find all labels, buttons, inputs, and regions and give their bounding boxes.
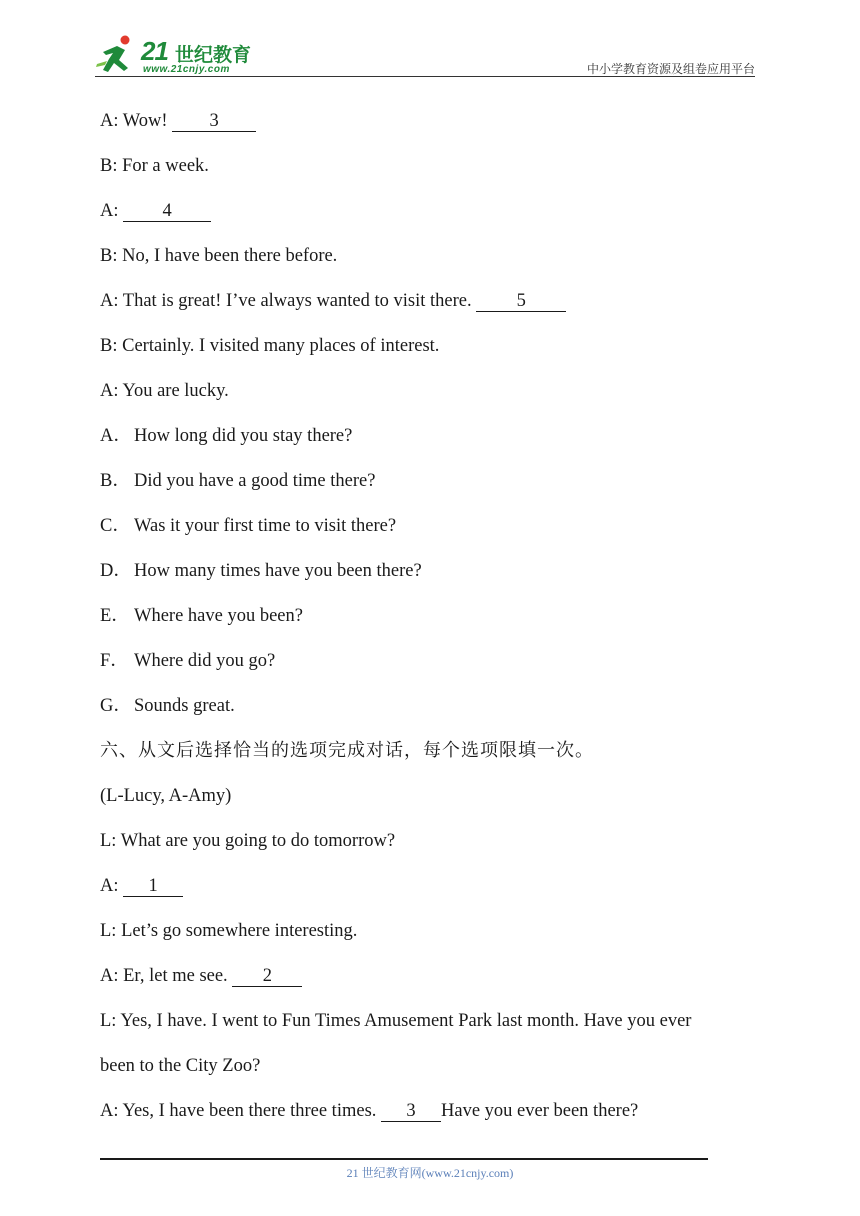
option-letter: G． [100,696,132,716]
line-text: B: Certainly. I visited many places of interest. [100,336,440,356]
line-text: A: [100,201,124,221]
dialogue-line [100,243,760,288]
answer-blank: 4 [123,201,211,222]
dialogue-line [100,108,760,153]
dialogue-line [100,1053,760,1098]
dialogue-line [100,378,760,423]
header-platform-text: 中小学教育资源及组卷应用平台 [586,62,755,76]
option-item [100,693,760,738]
document-body [100,108,760,1143]
line-text: been to the City Zoo? [100,1056,261,1076]
dialogue-line [100,153,760,198]
answer-blank: 2 [232,966,302,987]
dialogue-line [100,1008,760,1053]
answer-blank: 3 [381,1101,441,1122]
option-text: How long did you stay there? [134,426,353,446]
dialogue-line [100,198,760,243]
logo-chinese-name: 世纪教育 [175,44,252,66]
line-text: A: That is great! I’ve always wanted to visit there. [100,291,477,311]
dialogue-line [100,1098,760,1143]
line-text: L: Let’s go somewhere interesting. [100,921,358,941]
option-item [100,603,760,648]
answer-blank: 5 [476,291,566,312]
option-letter: B． [100,471,131,491]
site-logo [95,34,265,78]
logo-url: www.21cnjy.com [143,64,230,75]
runner-logo-icon [95,34,141,76]
option-letter: A． [100,426,132,446]
dialogue-line [100,828,760,873]
line-text: B: For a week. [100,156,209,176]
line-text: Have you ever been there? [441,1101,639,1121]
dialogue-line [100,963,760,1008]
option-item [100,423,760,468]
option-text: Where have you been? [134,606,303,626]
dialogue-line [100,873,760,918]
dialogue-line [100,288,760,333]
line-text: A: Er, let me see. [100,966,233,986]
option-item [100,558,760,603]
option-text: Sounds great. [134,696,235,716]
answer-blank: 1 [123,876,183,897]
line-text: A: You are lucky. [100,381,229,401]
option-item [100,468,760,513]
line-text: L: What are you going to do tomorrow? [100,831,396,851]
option-letter: E． [100,606,130,626]
footer-divider [100,1158,708,1160]
option-text: Was it your first time to visit there? [134,516,397,536]
logo-number: 21 [141,36,168,66]
line-text: A: Yes, I have been there three times. [100,1101,382,1121]
dialogue-line [100,918,760,963]
section-heading: 六、从文后选择恰当的选项完成对话，每个选项限填一次。 [100,740,594,761]
line-text: L: Yes, I have. I went to Fun Times Amusement Park last month. Have you ever [100,1011,692,1031]
option-letter: F． [100,651,129,671]
header-divider [95,76,755,77]
page-header [95,30,755,78]
page-footer: 21 世纪教育网(www.21cnjy.com) [346,1166,514,1180]
line-text: A: [100,876,124,896]
option-letter: D． [100,561,132,581]
option-text: Did you have a good time there? [134,471,376,491]
option-letter: C． [100,516,131,536]
dialogue-line [100,333,760,378]
answer-blank: 3 [172,111,256,132]
line-text: A: Wow! [100,111,173,131]
option-text: Where did you go? [134,651,276,671]
roles-line: (L-Lucy, A-Amy) [100,786,232,806]
option-item [100,648,760,693]
option-text: How many times have you been there? [134,561,422,581]
line-text: B: No, I have been there before. [100,246,338,266]
option-item [100,513,760,558]
